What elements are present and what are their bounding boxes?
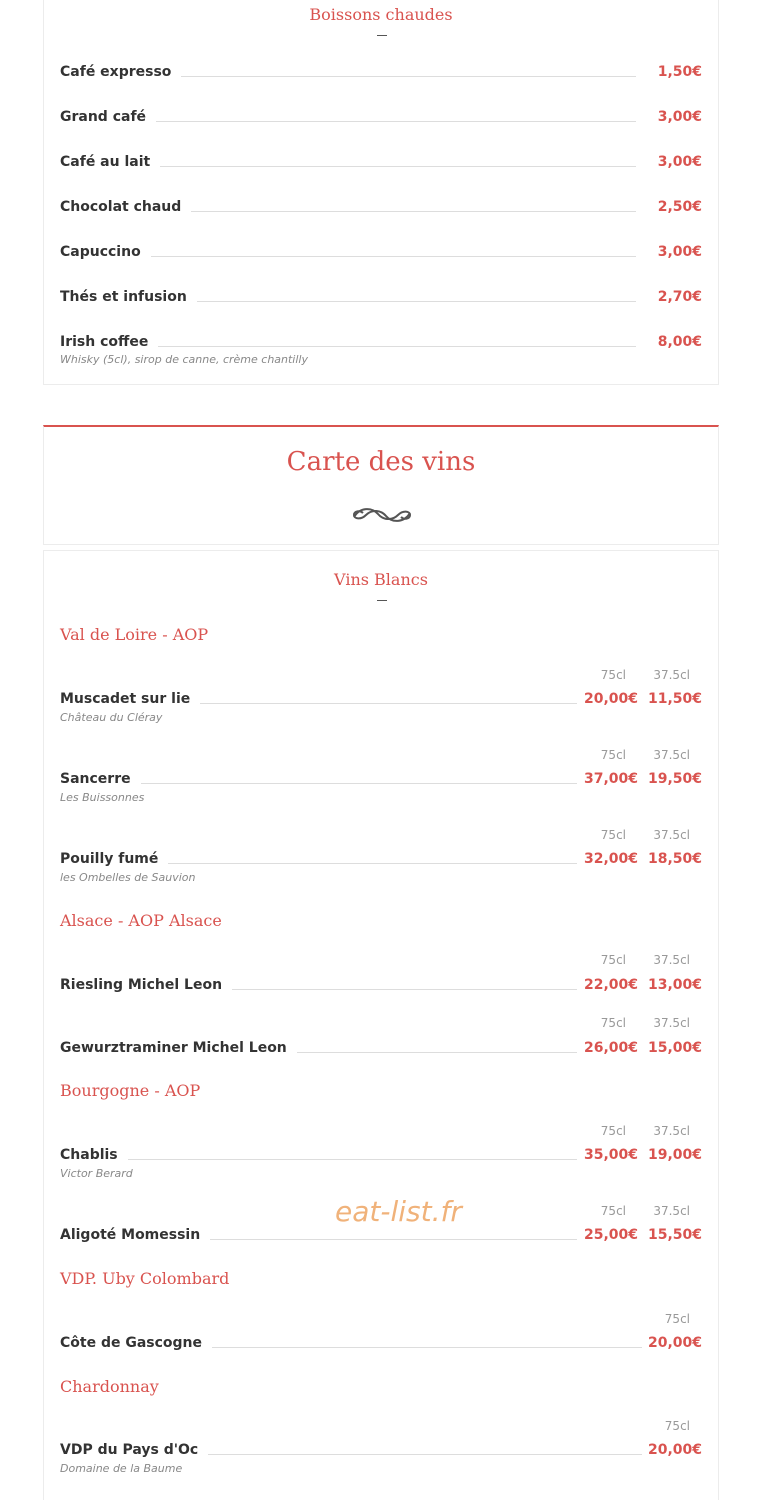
item-price: 2,50€ xyxy=(657,199,702,215)
price-37cl: 15,00€ xyxy=(647,1040,702,1056)
item-description: Château du Cléray xyxy=(60,711,163,724)
volume-label: 75cl xyxy=(600,953,626,967)
menu-item xyxy=(60,61,702,81)
watermark: eat-list.fr xyxy=(335,1195,462,1228)
price-75cl: 35,00€ xyxy=(583,1147,638,1163)
price-75cl: 22,00€ xyxy=(583,977,638,993)
volume-label: 37.5cl xyxy=(653,1124,690,1138)
wine-list-header xyxy=(43,425,719,545)
price-75cl: 20,00€ xyxy=(647,1335,702,1351)
item-price: 3,00€ xyxy=(657,154,702,170)
item-name: Pouilly fumé xyxy=(60,850,168,868)
menu-item xyxy=(60,106,702,126)
price-37cl: 18,50€ xyxy=(647,851,702,867)
menu-item xyxy=(60,286,702,306)
price-37cl: 15,50€ xyxy=(647,1227,702,1243)
item-name: Thés et infusion xyxy=(60,288,197,306)
region-heading: VDP. Uby Colombard xyxy=(60,1269,230,1288)
price-37cl: 19,50€ xyxy=(647,771,702,787)
price-75cl: 37,00€ xyxy=(583,771,638,787)
wine-item xyxy=(60,1144,702,1164)
item-price: 3,00€ xyxy=(657,244,702,260)
volume-label: 75cl xyxy=(664,1419,690,1433)
volume-label: 75cl xyxy=(600,1124,626,1138)
item-name: Irish coffee xyxy=(60,333,158,351)
volume-label: 37.5cl xyxy=(653,668,690,682)
section-divider xyxy=(377,600,387,601)
volume-label: 37.5cl xyxy=(653,953,690,967)
page-title: Carte des vins xyxy=(286,447,476,477)
item-name: Sancerre xyxy=(60,770,141,788)
item-name: Grand café xyxy=(60,108,156,126)
volume-label: 75cl xyxy=(600,1016,626,1030)
volume-label: 75cl xyxy=(600,1204,626,1218)
item-price: 8,00€ xyxy=(657,334,702,350)
item-name: Riesling Michel Leon xyxy=(60,976,232,994)
item-name: Café expresso xyxy=(60,63,181,81)
item-description: Victor Berard xyxy=(60,1167,133,1180)
volume-label: 37.5cl xyxy=(653,1204,690,1218)
price-75cl: 20,00€ xyxy=(647,1442,702,1458)
price-75cl: 25,00€ xyxy=(583,1227,638,1243)
item-name: Muscadet sur lie xyxy=(60,690,200,708)
region-heading: Bourgogne - AOP xyxy=(60,1081,201,1100)
item-name: Chocolat chaud xyxy=(60,198,191,216)
item-price: 2,70€ xyxy=(657,289,702,305)
wine-item xyxy=(60,688,702,708)
price-75cl: 32,00€ xyxy=(583,851,638,867)
volume-label: 37.5cl xyxy=(653,1016,690,1030)
item-price: 3,00€ xyxy=(657,109,702,125)
item-name: Côte de Gascogne xyxy=(60,1334,212,1352)
dotted-leader xyxy=(60,1159,577,1160)
price-37cl: 19,00€ xyxy=(647,1147,702,1163)
item-name: VDP du Pays d'Oc xyxy=(60,1441,208,1459)
wine-item xyxy=(60,1037,702,1057)
item-name: Capuccino xyxy=(60,243,151,261)
flourish-ornament-icon xyxy=(350,503,414,525)
menu-item xyxy=(60,151,702,171)
price-75cl: 20,00€ xyxy=(583,691,638,707)
section-title-hot-drinks: Boissons chaudes xyxy=(309,5,453,24)
item-name: Café au lait xyxy=(60,153,160,171)
item-name: Gewurztraminer Michel Leon xyxy=(60,1039,297,1057)
price-37cl: 13,00€ xyxy=(647,977,702,993)
item-description: Les Buissonnes xyxy=(60,791,145,804)
item-name: Aligoté Momessin xyxy=(60,1226,210,1244)
region-heading: Val de Loire - AOP xyxy=(60,625,209,644)
menu-item xyxy=(60,331,702,351)
volume-label: 75cl xyxy=(600,828,626,842)
wine-item xyxy=(60,974,702,994)
white-wines-card xyxy=(43,550,719,1500)
item-price: 1,50€ xyxy=(657,64,702,80)
item-name: Chablis xyxy=(60,1146,128,1164)
item-description: Whisky (5cl), sirop de canne, crème chantilly xyxy=(60,353,308,366)
hot-drinks-card xyxy=(43,0,719,385)
section-divider xyxy=(377,35,387,36)
wine-item xyxy=(60,1439,702,1459)
wine-item xyxy=(60,768,702,788)
volume-label: 75cl xyxy=(600,668,626,682)
volume-label: 37.5cl xyxy=(653,748,690,762)
item-description: les Ombelles de Sauvion xyxy=(60,871,196,884)
region-heading: Chardonnay xyxy=(60,1377,159,1396)
section-title-white-wines: Vins Blancs xyxy=(334,570,428,589)
volume-label: 75cl xyxy=(600,748,626,762)
menu-item xyxy=(60,196,702,216)
item-description: Domaine de la Baume xyxy=(60,1462,183,1475)
price-37cl: 11,50€ xyxy=(647,691,702,707)
menu-item xyxy=(60,241,702,261)
price-75cl: 26,00€ xyxy=(583,1040,638,1056)
volume-label: 37.5cl xyxy=(653,828,690,842)
wine-item xyxy=(60,848,702,868)
volume-label: 75cl xyxy=(664,1312,690,1326)
region-heading: Alsace - AOP Alsace xyxy=(60,911,222,930)
wine-item xyxy=(60,1332,702,1352)
